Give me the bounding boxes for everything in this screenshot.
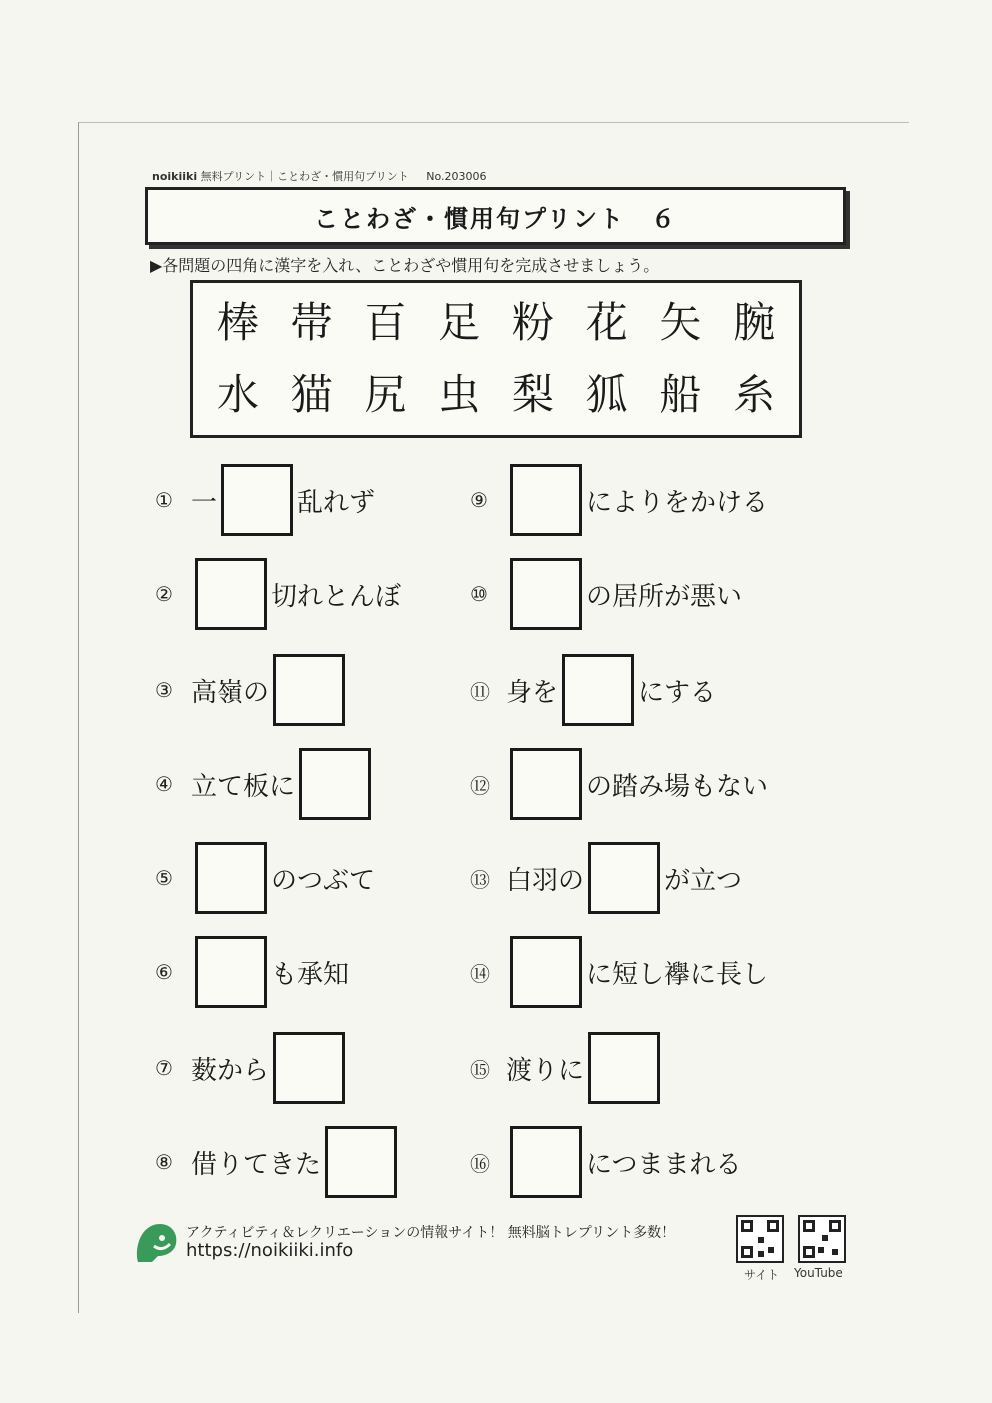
question-number: ⑪ (470, 679, 490, 704)
question-6 (155, 932, 349, 1012)
answer-box[interactable] (510, 936, 582, 1008)
question-4 (155, 744, 375, 824)
kanji-choice: 粉 (511, 298, 554, 347)
question-3 (155, 650, 349, 730)
answer-box[interactable] (510, 558, 582, 630)
question-number: ⑮ (470, 1057, 490, 1082)
question-number: ⑧ (155, 1150, 173, 1174)
answer-box[interactable] (510, 464, 582, 536)
answer-box[interactable] (221, 464, 293, 536)
question-text-before: 渡りに (506, 1055, 585, 1086)
question-text-before: 薮から (191, 1055, 270, 1086)
question-text-after: のつぶて (271, 865, 376, 896)
question-text-after: に短し襷に長し (586, 959, 769, 990)
answer-box[interactable] (195, 558, 267, 630)
question-text-after: 乱れず (297, 487, 376, 518)
qr-youtube-label: YouTube (794, 1266, 843, 1280)
question-text-after: の居所が悪い (586, 581, 743, 612)
answer-box[interactable] (588, 842, 660, 914)
question-11 (470, 650, 716, 730)
question-number: ⑨ (470, 488, 488, 512)
kanji-choice: 梨 (511, 370, 554, 419)
answer-box[interactable] (588, 1032, 660, 1104)
question-text-before: 身を (506, 677, 559, 708)
print-number: No.203006 (426, 170, 487, 183)
question-10 (470, 554, 742, 634)
question-number: ⑯ (470, 1151, 490, 1176)
answer-box[interactable] (273, 1032, 345, 1104)
answer-box[interactable] (510, 748, 582, 820)
question-number: ⑥ (155, 960, 173, 984)
answer-box[interactable] (510, 1126, 582, 1198)
kanji-row (193, 295, 799, 351)
kanji-row (193, 367, 799, 423)
qr-code-youtube-icon[interactable] (798, 1215, 846, 1263)
question-number: ① (155, 488, 173, 512)
question-9 (470, 460, 768, 540)
question-text-after: 切れとんぼ (271, 581, 402, 612)
kanji-choice: 足 (438, 298, 481, 347)
answer-box[interactable] (273, 654, 345, 726)
header-meta (152, 168, 487, 184)
answer-box[interactable] (562, 654, 634, 726)
kanji-choice: 花 (585, 298, 628, 347)
question-13 (470, 838, 742, 918)
question-number: ⑭ (470, 961, 490, 986)
answer-box[interactable] (299, 748, 371, 820)
kanji-choice: 棒 (216, 298, 259, 347)
question-text-before: 借りてきた (191, 1149, 322, 1180)
instruction-text: ▶各問題の四角に漢字を入れ、ことわざや慣用句を完成させましょう。 (150, 256, 660, 275)
question-text-after: につままれる (586, 1149, 742, 1180)
question-text-after: にする (638, 677, 717, 708)
question-8 (155, 1122, 401, 1202)
question-text-before: 高嶺の (191, 677, 270, 708)
kanji-choice: 水 (216, 370, 259, 419)
answer-box[interactable] (195, 936, 267, 1008)
brand-name: noikiiki (152, 170, 198, 183)
question-number: ⑦ (155, 1056, 173, 1080)
question-12 (470, 744, 768, 824)
question-7 (155, 1028, 349, 1108)
question-number: ⑫ (470, 773, 490, 798)
question-number: ⑬ (470, 867, 490, 892)
kanji-choice: 虫 (438, 370, 481, 419)
question-text-after: によりをかける (586, 487, 769, 518)
question-number: ② (155, 582, 173, 606)
title-box (145, 187, 846, 245)
kanji-choice: 尻 (364, 370, 407, 419)
answer-box[interactable] (325, 1126, 397, 1198)
question-number: ⑤ (155, 866, 173, 890)
question-number: ③ (155, 678, 173, 702)
question-text-before: 一 (191, 487, 218, 518)
question-16 (470, 1122, 741, 1202)
question-number: ④ (155, 772, 173, 796)
footer-tagline: アクティビティ＆レクリエーションの情報サイト！ 無料脳トレプリント多数！ (186, 1225, 676, 1241)
question-text-before: 立て板に (191, 771, 296, 802)
kanji-choice: 狐 (585, 370, 628, 419)
question-2 (155, 554, 401, 634)
question-15 (470, 1028, 664, 1108)
kanji-choice-box (190, 280, 802, 438)
kanji-choice: 船 (659, 370, 702, 419)
question-text-after: の踏み場もない (586, 771, 769, 802)
question-text-after: が立つ (664, 865, 743, 896)
kanji-choice: 矢 (659, 298, 702, 347)
answer-box[interactable] (195, 842, 267, 914)
page-title: ことわざ・慣用句プリント ６ (313, 204, 678, 233)
kanji-choice: 猫 (290, 370, 333, 419)
qr-site-label: サイト (744, 1268, 780, 1282)
kanji-choice: 腕 (733, 298, 776, 347)
question-14 (470, 932, 768, 1012)
question-text-before: 白羽の (506, 865, 585, 896)
question-text-after: も承知 (271, 959, 350, 990)
kanji-choice: 糸 (733, 370, 776, 419)
kanji-choice: 百 (364, 298, 407, 347)
question-1 (155, 460, 375, 540)
qr-code-site-icon[interactable] (736, 1215, 784, 1263)
question-5 (155, 838, 375, 918)
kanji-choice: 帯 (290, 298, 333, 347)
noikiiki-logo-icon (132, 1218, 180, 1266)
question-number: ⑩ (470, 582, 488, 606)
footer-url[interactable]: https://noikiiki.info (186, 1240, 354, 1261)
print-category: 無料プリント｜ことわざ・慣用句プリント (200, 170, 409, 183)
